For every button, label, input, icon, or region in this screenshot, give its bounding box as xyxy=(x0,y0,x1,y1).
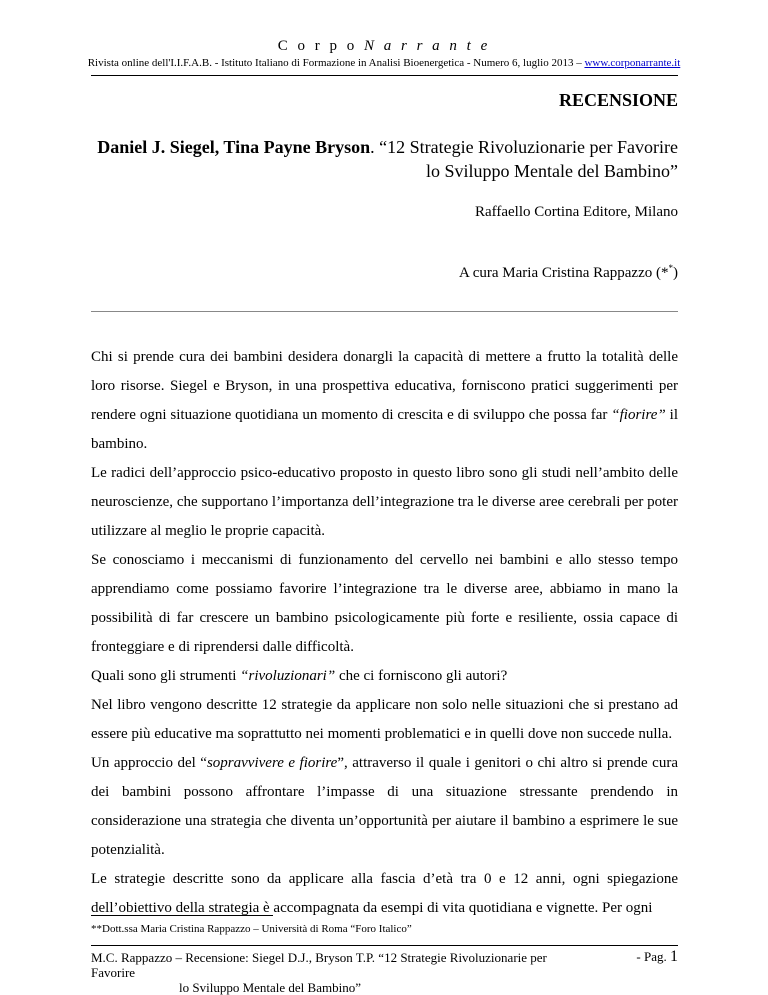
emphasis: “fiorire” xyxy=(611,407,666,423)
book-title xyxy=(91,135,678,183)
footer-divider xyxy=(91,945,678,946)
journal-subtitle xyxy=(0,57,768,69)
journal-title-italic: N a r r a n t e xyxy=(363,38,491,54)
book-title-text: . “12 Strategie Rivoluzionarie per Favorire lo Sviluppo Mentale del Bambino” xyxy=(370,137,678,181)
paragraph xyxy=(91,749,678,865)
header-divider xyxy=(91,75,678,76)
paragraph xyxy=(91,662,678,691)
journal-title-normal: C o r p o xyxy=(277,38,364,54)
footer-citation xyxy=(91,950,571,995)
paragraph: Nel libro vengono descritte 12 strategie da applicare non solo nelle situazioni che si prestano ad essere più educative ma soprattutto nei momenti problematici e in quelli dove non succede nulla. xyxy=(91,697,678,742)
paragraph-text: che ci forniscono gli autori? xyxy=(335,668,508,684)
paragraph: Le radici dell’approccio psico-educativo proposto in questo libro sono gli studi nell’ambito delle neuroscienze, che supportano l’importanza dell’integrazione tra le diverse aree cerebrali per poter utilizzare al meglio le proprie capacità. xyxy=(91,465,678,539)
paragraph xyxy=(91,343,678,459)
page-number-value: 1 xyxy=(670,948,678,965)
footer-line-1: M.C. Rappazzo – Recensione: Siegel D.J., Bryson T.P. “12 Strategie Rivoluzionarie per Favorire xyxy=(91,950,547,980)
curator-close: ) xyxy=(673,265,678,281)
footnote-divider xyxy=(91,915,273,916)
curator-text: A cura Maria Cristina Rappazzo (* xyxy=(458,265,669,281)
journal-subtitle-text: Rivista online dell'I.I.F.A.B. - Istituto Italiano di Formazione in Analisi Bioenergetica - Numero 6, luglio 2013 – xyxy=(87,57,585,69)
curator-line xyxy=(459,263,678,282)
paragraph: Se conosciamo i meccanismi di funzionamento del cervello nei bambini e allo stesso tempo apprendiamo come possiamo favorire l’integrazione tra le diverse aree, abbiamo in mano la possibilità di far crescere un bambino psicologicamente più forte e resiliente, ossia capace di fronteggiare e di riprendersi dalle difficoltà. xyxy=(91,552,678,655)
book-authors: Daniel J. Siegel, Tina Payne Bryson xyxy=(97,137,371,157)
paragraph-text: ”, attraverso il quale i genitori o chi altro si prende cura dei bambini possono affrontare l’impasse di una situazione stressante prendendo in considerazione una strategia che diventa un’opportunità per aiutare il bambino a esprimere le sue potenzialità. xyxy=(91,755,678,858)
review-body xyxy=(91,343,678,923)
emphasis: sopravvivere e fiorire xyxy=(206,755,338,771)
section-divider xyxy=(91,311,678,312)
section-label: RECENSIONE xyxy=(558,90,678,110)
page-number xyxy=(636,948,678,966)
journal-website-link[interactable]: www.corponarrante.it xyxy=(584,57,681,69)
footer-line-2: lo Sviluppo Mentale del Bambino” xyxy=(179,980,361,995)
footnote: **Dott.ssa Maria Cristina Rappazzo – Università di Roma “Foro Italico” xyxy=(91,923,412,935)
page-label: - Pag. xyxy=(636,949,667,964)
paragraph-text: il bambino. xyxy=(91,407,678,452)
paragraph-text: Quali sono gli strumenti xyxy=(91,668,241,684)
paragraph: Le strategie descritte sono da applicare alla fascia d’età tra 0 e 12 anni, ogni spiegazione dell’obiettivo della strategia è accompagnata da esempi di vita quotidiana e vignette. Per ogni xyxy=(91,871,678,916)
book-publisher: Raffaello Cortina Editore, Milano xyxy=(474,204,678,220)
curator-footnote-mark: * xyxy=(668,263,673,273)
paragraph-text: Un approccio del “ xyxy=(91,755,207,771)
paragraph-text: Chi si prende cura dei bambini desidera donargli la capacità di mettere a frutto la totalità delle loro risorse. Siegel e Bryson, in una prospettiva educativa, forniscono pratici suggerimenti per rendere ogni situazione quotidiana un momento di crescita e di sviluppo che possa far xyxy=(91,349,678,423)
emphasis: “rivoluzionari” xyxy=(240,668,336,684)
journal-title xyxy=(0,38,768,55)
